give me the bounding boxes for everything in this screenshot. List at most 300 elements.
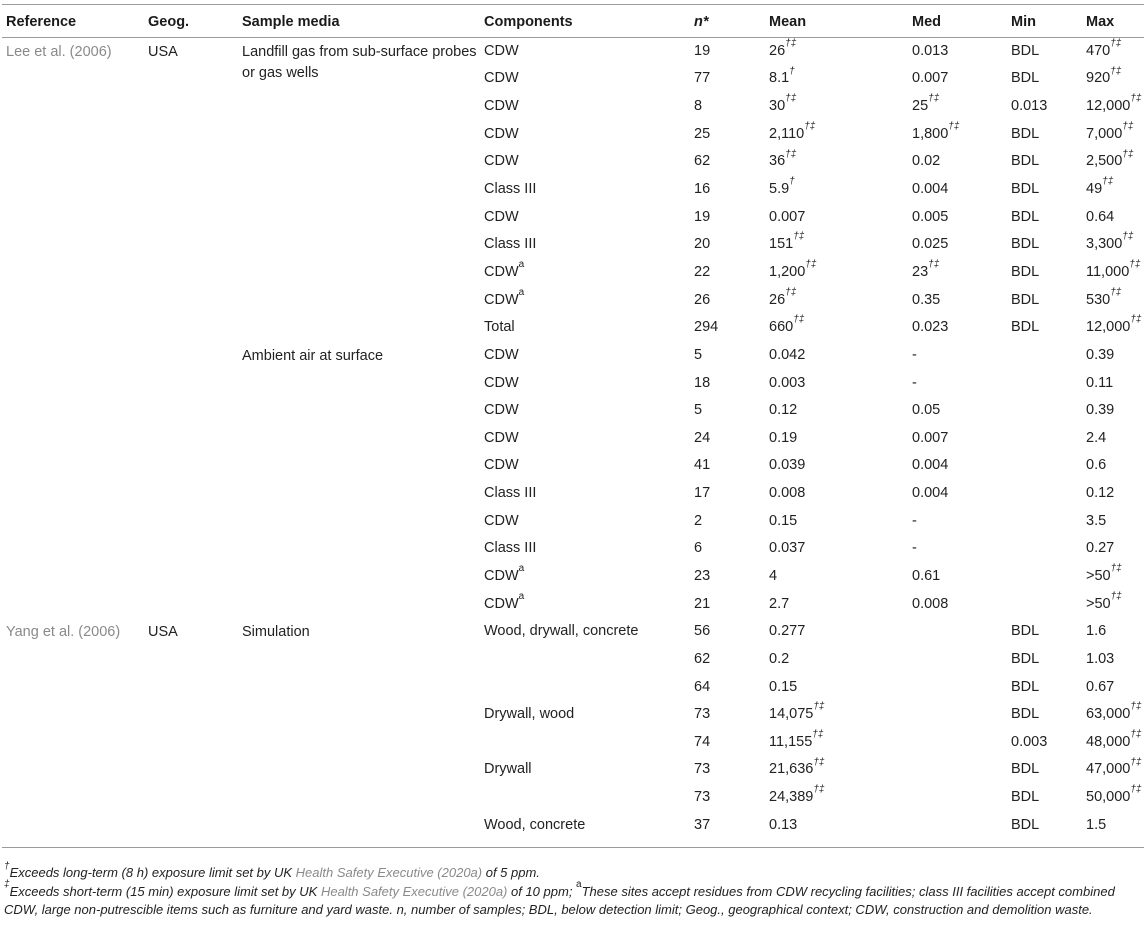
med-value: 0.05 xyxy=(912,402,941,419)
mean-superscript: †‡ xyxy=(813,784,825,796)
med-cell xyxy=(908,535,1007,563)
mean-value: 26 xyxy=(769,291,786,308)
med-cell xyxy=(908,673,1007,701)
n-value: 74 xyxy=(694,733,711,750)
n-cell xyxy=(690,452,765,480)
max-superscript: †‡ xyxy=(1110,37,1122,49)
component-cell xyxy=(480,313,690,341)
mean-cell xyxy=(765,424,908,452)
med-cell xyxy=(908,175,1007,203)
med-value: 23 xyxy=(912,263,929,280)
geog-cell: USA xyxy=(148,44,178,60)
med-cell xyxy=(908,341,1007,369)
mean-value: 2.7 xyxy=(769,595,790,612)
n-value: 77 xyxy=(694,70,711,87)
component-cell xyxy=(480,230,690,258)
n-value: 25 xyxy=(694,125,711,142)
max-value: 530 xyxy=(1086,291,1111,308)
min-cell xyxy=(1007,341,1082,369)
n-value: 73 xyxy=(694,761,711,778)
mean-value: 0.12 xyxy=(769,402,798,419)
mean-cell xyxy=(765,203,908,231)
med-value: 0.004 xyxy=(912,485,949,502)
component-value: Class III xyxy=(484,485,537,502)
min-cell xyxy=(1007,175,1082,203)
max-cell xyxy=(1082,203,1146,231)
mean-value: 0.008 xyxy=(769,485,806,502)
n-cell xyxy=(690,396,765,424)
max-cell xyxy=(1082,452,1146,480)
mean-cell xyxy=(765,286,908,314)
mean-cell xyxy=(765,728,908,756)
max-superscript: †‡ xyxy=(1129,259,1141,271)
med-cell xyxy=(908,783,1007,811)
med-cell xyxy=(908,617,1007,645)
med-cell xyxy=(908,65,1007,93)
med-cell xyxy=(908,120,1007,148)
max-value: 7,000 xyxy=(1086,125,1123,142)
n-cell xyxy=(690,369,765,397)
n-value: 37 xyxy=(694,816,711,833)
component-cell xyxy=(480,92,690,120)
min-cell xyxy=(1007,811,1082,839)
med-cell xyxy=(908,313,1007,341)
mean-value: 0.19 xyxy=(769,429,798,446)
component-cell xyxy=(480,507,690,535)
component-cell xyxy=(480,120,690,148)
component-cell xyxy=(480,37,690,65)
n-value: 73 xyxy=(694,706,711,723)
mean-value: 0.037 xyxy=(769,540,806,557)
max-superscript: †‡ xyxy=(1130,729,1142,740)
n-value: 62 xyxy=(694,153,711,170)
mean-cell xyxy=(765,313,908,341)
min-cell xyxy=(1007,369,1082,397)
max-value: 0.39 xyxy=(1086,346,1115,363)
min-value: BDL xyxy=(1011,125,1040,142)
component-value: CDW xyxy=(484,457,519,474)
mean-value: 30 xyxy=(769,98,786,115)
n-cell xyxy=(690,507,765,535)
mean-value: 0.2 xyxy=(769,650,790,667)
mean-cell xyxy=(765,811,908,839)
med-cell xyxy=(908,479,1007,507)
max-value: 48,000 xyxy=(1086,733,1131,750)
min-value: BDL xyxy=(1011,761,1040,778)
component-cell xyxy=(480,590,690,618)
footnotes xyxy=(4,860,1142,920)
min-value: BDL xyxy=(1011,816,1040,833)
component-value: CDW xyxy=(484,346,519,363)
component-value: CDW xyxy=(484,263,519,280)
min-cell xyxy=(1007,783,1082,811)
mean-value: 26 xyxy=(769,42,786,59)
min-cell xyxy=(1007,203,1082,231)
max-value: >50 xyxy=(1086,595,1111,612)
med-value: 0.007 xyxy=(912,429,949,446)
mean-cell xyxy=(765,37,908,65)
max-value: 50,000 xyxy=(1086,789,1131,806)
component-value: CDW xyxy=(484,208,519,225)
mean-value: 4 xyxy=(769,567,778,584)
n-value: 5 xyxy=(694,402,703,419)
table-row xyxy=(2,617,1146,645)
med-cell xyxy=(908,369,1007,397)
max-value: 0.6 xyxy=(1086,457,1107,474)
header-med: Med xyxy=(912,13,941,30)
mean-value: 0.277 xyxy=(769,623,806,640)
component-cell xyxy=(480,811,690,839)
max-cell xyxy=(1082,148,1146,176)
component-value: Drywall, wood xyxy=(484,706,575,723)
mean-cell xyxy=(765,617,908,645)
header-min: Min xyxy=(1011,13,1036,30)
n-value: 8 xyxy=(694,98,703,115)
data-table xyxy=(2,6,1146,839)
med-cell xyxy=(908,700,1007,728)
sample-media-cell: Landfill gas from sub-surface probes or gas wells xyxy=(242,44,477,81)
n-value: 19 xyxy=(694,42,711,59)
max-cell xyxy=(1082,230,1146,258)
max-superscript: †‡ xyxy=(1110,590,1122,602)
n-value: 17 xyxy=(694,485,711,502)
mean-superscript: † xyxy=(789,176,795,188)
max-value: 1.5 xyxy=(1086,816,1107,833)
med-cell xyxy=(908,37,1007,65)
n-cell xyxy=(690,341,765,369)
component-cell xyxy=(480,562,690,590)
mean-value: 0.15 xyxy=(769,512,798,529)
mean-value: 0.003 xyxy=(769,374,806,391)
component-cell xyxy=(480,783,690,811)
max-cell xyxy=(1082,286,1146,314)
min-cell xyxy=(1007,37,1082,65)
max-cell xyxy=(1082,120,1146,148)
component-value: CDW xyxy=(484,98,519,115)
header-sample-media: Sample media xyxy=(242,13,340,30)
max-value: 0.12 xyxy=(1086,485,1115,502)
n-value: 2 xyxy=(694,512,703,529)
med-cell xyxy=(908,258,1007,286)
max-value: >50 xyxy=(1086,567,1111,584)
mean-cell xyxy=(765,65,908,93)
med-value: 0.023 xyxy=(912,319,949,336)
mean-value: 0.007 xyxy=(769,208,806,225)
min-value: 0.013 xyxy=(1011,98,1048,115)
max-cell xyxy=(1082,728,1146,756)
min-value: BDL xyxy=(1011,153,1040,170)
n-value: 16 xyxy=(694,181,711,198)
min-value: BDL xyxy=(1011,236,1040,253)
max-cell xyxy=(1082,341,1146,369)
n-cell xyxy=(690,92,765,120)
med-value: 0.61 xyxy=(912,567,941,584)
min-value: BDL xyxy=(1011,70,1040,87)
min-cell xyxy=(1007,590,1082,618)
component-cell xyxy=(480,424,690,452)
component-value: Wood, concrete xyxy=(484,816,586,833)
component-value: Wood, drywall, concrete xyxy=(484,623,639,640)
header-mean: Mean xyxy=(769,13,807,30)
component-cell xyxy=(480,369,690,397)
med-value: 0.005 xyxy=(912,208,949,225)
max-cell xyxy=(1082,811,1146,839)
n-value: 73 xyxy=(694,789,711,806)
mean-cell xyxy=(765,700,908,728)
n-cell xyxy=(690,230,765,258)
max-cell xyxy=(1082,507,1146,535)
med-cell xyxy=(908,590,1007,618)
med-value: 0.025 xyxy=(912,236,949,253)
component-cell xyxy=(480,756,690,784)
n-cell xyxy=(690,175,765,203)
n-cell xyxy=(690,700,765,728)
n-cell xyxy=(690,313,765,341)
med-cell xyxy=(908,811,1007,839)
max-value: 3.5 xyxy=(1086,512,1107,529)
max-cell xyxy=(1082,369,1146,397)
mean-superscript: † xyxy=(789,65,795,77)
component-cell xyxy=(480,645,690,673)
mean-cell xyxy=(765,341,908,369)
med-cell xyxy=(908,396,1007,424)
n-cell xyxy=(690,65,765,93)
min-value: BDL xyxy=(1011,291,1040,308)
component-cell xyxy=(480,479,690,507)
min-cell xyxy=(1007,562,1082,590)
mean-cell xyxy=(765,120,908,148)
max-superscript: †‡ xyxy=(1110,65,1122,77)
min-cell xyxy=(1007,452,1082,480)
component-value: CDW xyxy=(484,429,519,446)
min-value: BDL xyxy=(1011,623,1040,640)
bottom-rule xyxy=(2,847,1144,848)
component-cell xyxy=(480,452,690,480)
n-value: 41 xyxy=(694,457,711,474)
dagger-mark: † xyxy=(4,860,10,872)
hse-citation-link[interactable]: Health Safety Executive (2020a) xyxy=(320,883,508,899)
min-value: 0.003 xyxy=(1011,733,1048,750)
component-superscript: a xyxy=(518,259,525,271)
max-value: 12,000 xyxy=(1086,98,1131,115)
component-value: Class III xyxy=(484,540,537,557)
min-value: BDL xyxy=(1011,650,1040,667)
med-value: 0.013 xyxy=(912,42,949,59)
component-superscript: a xyxy=(518,590,525,602)
min-cell xyxy=(1007,728,1082,756)
min-cell xyxy=(1007,479,1082,507)
component-cell xyxy=(480,700,690,728)
min-cell xyxy=(1007,617,1082,645)
n-value: 64 xyxy=(694,678,711,695)
mean-cell xyxy=(765,369,908,397)
component-value: CDW xyxy=(484,402,519,419)
n-value: 5 xyxy=(694,346,703,363)
med-cell xyxy=(908,286,1007,314)
med-cell xyxy=(908,203,1007,231)
n-cell xyxy=(690,424,765,452)
header-reference: Reference xyxy=(6,13,77,30)
max-cell xyxy=(1082,673,1146,701)
max-value: 0.67 xyxy=(1086,678,1115,695)
n-value: 23 xyxy=(694,567,711,584)
mean-superscript: †‡ xyxy=(813,756,825,768)
mean-superscript: †‡ xyxy=(804,120,816,132)
component-cell xyxy=(480,728,690,756)
n-cell xyxy=(690,673,765,701)
min-cell xyxy=(1007,673,1082,701)
n-cell xyxy=(690,562,765,590)
mean-value: 2,110 xyxy=(769,125,805,142)
mean-superscript: †‡ xyxy=(785,148,797,160)
med-cell xyxy=(908,507,1007,535)
mean-cell xyxy=(765,562,908,590)
med-value: - xyxy=(912,540,917,557)
geog-cell: USA xyxy=(148,624,178,641)
max-value: 470 xyxy=(1086,42,1111,59)
mean-value: 11,155 xyxy=(769,733,813,750)
n-cell xyxy=(690,286,765,314)
hse-citation-link[interactable]: Health Safety Executive (2020a) xyxy=(295,865,483,880)
component-value: CDW xyxy=(484,70,519,87)
min-value: BDL xyxy=(1011,319,1040,336)
max-superscript: †‡ xyxy=(1130,93,1142,105)
footnote-1 xyxy=(4,860,1142,883)
min-cell xyxy=(1007,120,1082,148)
header-geog: Geog. xyxy=(148,13,190,30)
mean-cell xyxy=(765,230,908,258)
min-cell xyxy=(1007,756,1082,784)
max-superscript: †‡ xyxy=(1110,286,1122,298)
max-value: 2,500 xyxy=(1086,153,1123,170)
n-value: 21 xyxy=(694,595,711,612)
double-dagger-mark: ‡ xyxy=(4,879,10,891)
max-cell xyxy=(1082,175,1146,203)
mean-cell xyxy=(765,590,908,618)
max-cell xyxy=(1082,313,1146,341)
max-superscript: †‡ xyxy=(1122,120,1134,132)
n-value: 26 xyxy=(694,291,711,308)
max-superscript: †‡ xyxy=(1130,756,1142,768)
component-value: CDW xyxy=(484,291,519,308)
component-cell xyxy=(480,148,690,176)
sample-media-cell: Simulation xyxy=(242,624,310,641)
mean-value: 1,200 xyxy=(769,263,806,280)
max-value: 3,300 xyxy=(1086,236,1123,253)
max-superscript: †‡ xyxy=(1130,701,1142,713)
component-cell xyxy=(480,617,690,645)
component-value: CDW xyxy=(484,125,519,142)
min-cell xyxy=(1007,230,1082,258)
med-cell xyxy=(908,562,1007,590)
mean-superscript: †‡ xyxy=(793,314,805,326)
n-value: 6 xyxy=(694,540,703,557)
min-cell xyxy=(1007,148,1082,176)
component-value: Class III xyxy=(484,181,537,198)
max-cell xyxy=(1082,37,1146,65)
max-value: 2.4 xyxy=(1086,429,1107,446)
n-value: 18 xyxy=(694,374,711,391)
min-value: BDL xyxy=(1011,263,1040,280)
component-cell xyxy=(480,258,690,286)
footnote-2-text: Exceeds short-term (15 min) exposure limit set by UK xyxy=(9,883,321,899)
med-cell xyxy=(908,452,1007,480)
n-cell xyxy=(690,756,765,784)
mean-cell xyxy=(765,258,908,286)
component-cell xyxy=(480,673,690,701)
component-value: CDW xyxy=(484,153,519,170)
mean-superscript: †‡ xyxy=(785,286,797,298)
med-value: 0.004 xyxy=(912,181,949,198)
max-cell xyxy=(1082,617,1146,645)
min-cell xyxy=(1007,286,1082,314)
mean-value: 14,075 xyxy=(769,706,814,723)
med-superscript: †‡ xyxy=(928,93,940,105)
component-value: CDW xyxy=(484,42,519,59)
max-value: 1.6 xyxy=(1086,623,1107,640)
max-cell xyxy=(1082,65,1146,93)
component-value: CDW xyxy=(484,567,519,584)
mean-cell xyxy=(765,396,908,424)
min-cell xyxy=(1007,65,1082,93)
n-cell xyxy=(690,535,765,563)
mean-superscript: †‡ xyxy=(813,701,825,713)
n-value: 294 xyxy=(694,319,719,336)
min-cell xyxy=(1007,535,1082,563)
mean-superscript: †‡ xyxy=(785,37,797,49)
med-value: 0.02 xyxy=(912,153,941,170)
med-value: 1,800 xyxy=(912,125,949,142)
max-superscript: †‡ xyxy=(1102,176,1114,188)
component-value: CDW xyxy=(484,595,519,612)
n-cell xyxy=(690,645,765,673)
med-value: 0.35 xyxy=(912,291,941,308)
n-cell xyxy=(690,728,765,756)
max-value: 1.03 xyxy=(1086,650,1115,667)
n-cell xyxy=(690,811,765,839)
mean-cell xyxy=(765,148,908,176)
max-value: 63,000 xyxy=(1086,706,1131,723)
n-cell xyxy=(690,258,765,286)
mean-superscript: †‡ xyxy=(793,231,805,243)
max-cell xyxy=(1082,92,1146,120)
footnote-2-text-end: These sites accept residues from CDW recycling facilities; class III facilities accept combined CDW, large non-putrescible items such as furniture and yard waste. n, number of samples; BDL, below detection limit; Geog., geographical context; CDW, construction and demolition waste. xyxy=(4,883,1115,917)
header-max: Max xyxy=(1086,13,1115,30)
min-value: BDL xyxy=(1011,706,1040,723)
med-cell xyxy=(908,756,1007,784)
min-cell xyxy=(1007,396,1082,424)
min-value: BDL xyxy=(1011,789,1040,806)
n-value: 24 xyxy=(694,429,711,446)
table-body xyxy=(2,37,1146,839)
min-value: BDL xyxy=(1011,181,1040,198)
max-cell xyxy=(1082,562,1146,590)
med-value: 0.004 xyxy=(912,457,949,474)
med-superscript: †‡ xyxy=(948,120,960,132)
max-cell xyxy=(1082,424,1146,452)
max-cell xyxy=(1082,590,1146,618)
mean-cell xyxy=(765,479,908,507)
min-value: BDL xyxy=(1011,42,1040,59)
n-value: 22 xyxy=(694,263,711,280)
max-cell xyxy=(1082,645,1146,673)
n-cell xyxy=(690,148,765,176)
med-value: 25 xyxy=(912,98,929,115)
mean-cell xyxy=(765,535,908,563)
min-cell xyxy=(1007,507,1082,535)
mean-value: 5.9 xyxy=(769,181,790,198)
mean-value: 0.039 xyxy=(769,457,806,474)
